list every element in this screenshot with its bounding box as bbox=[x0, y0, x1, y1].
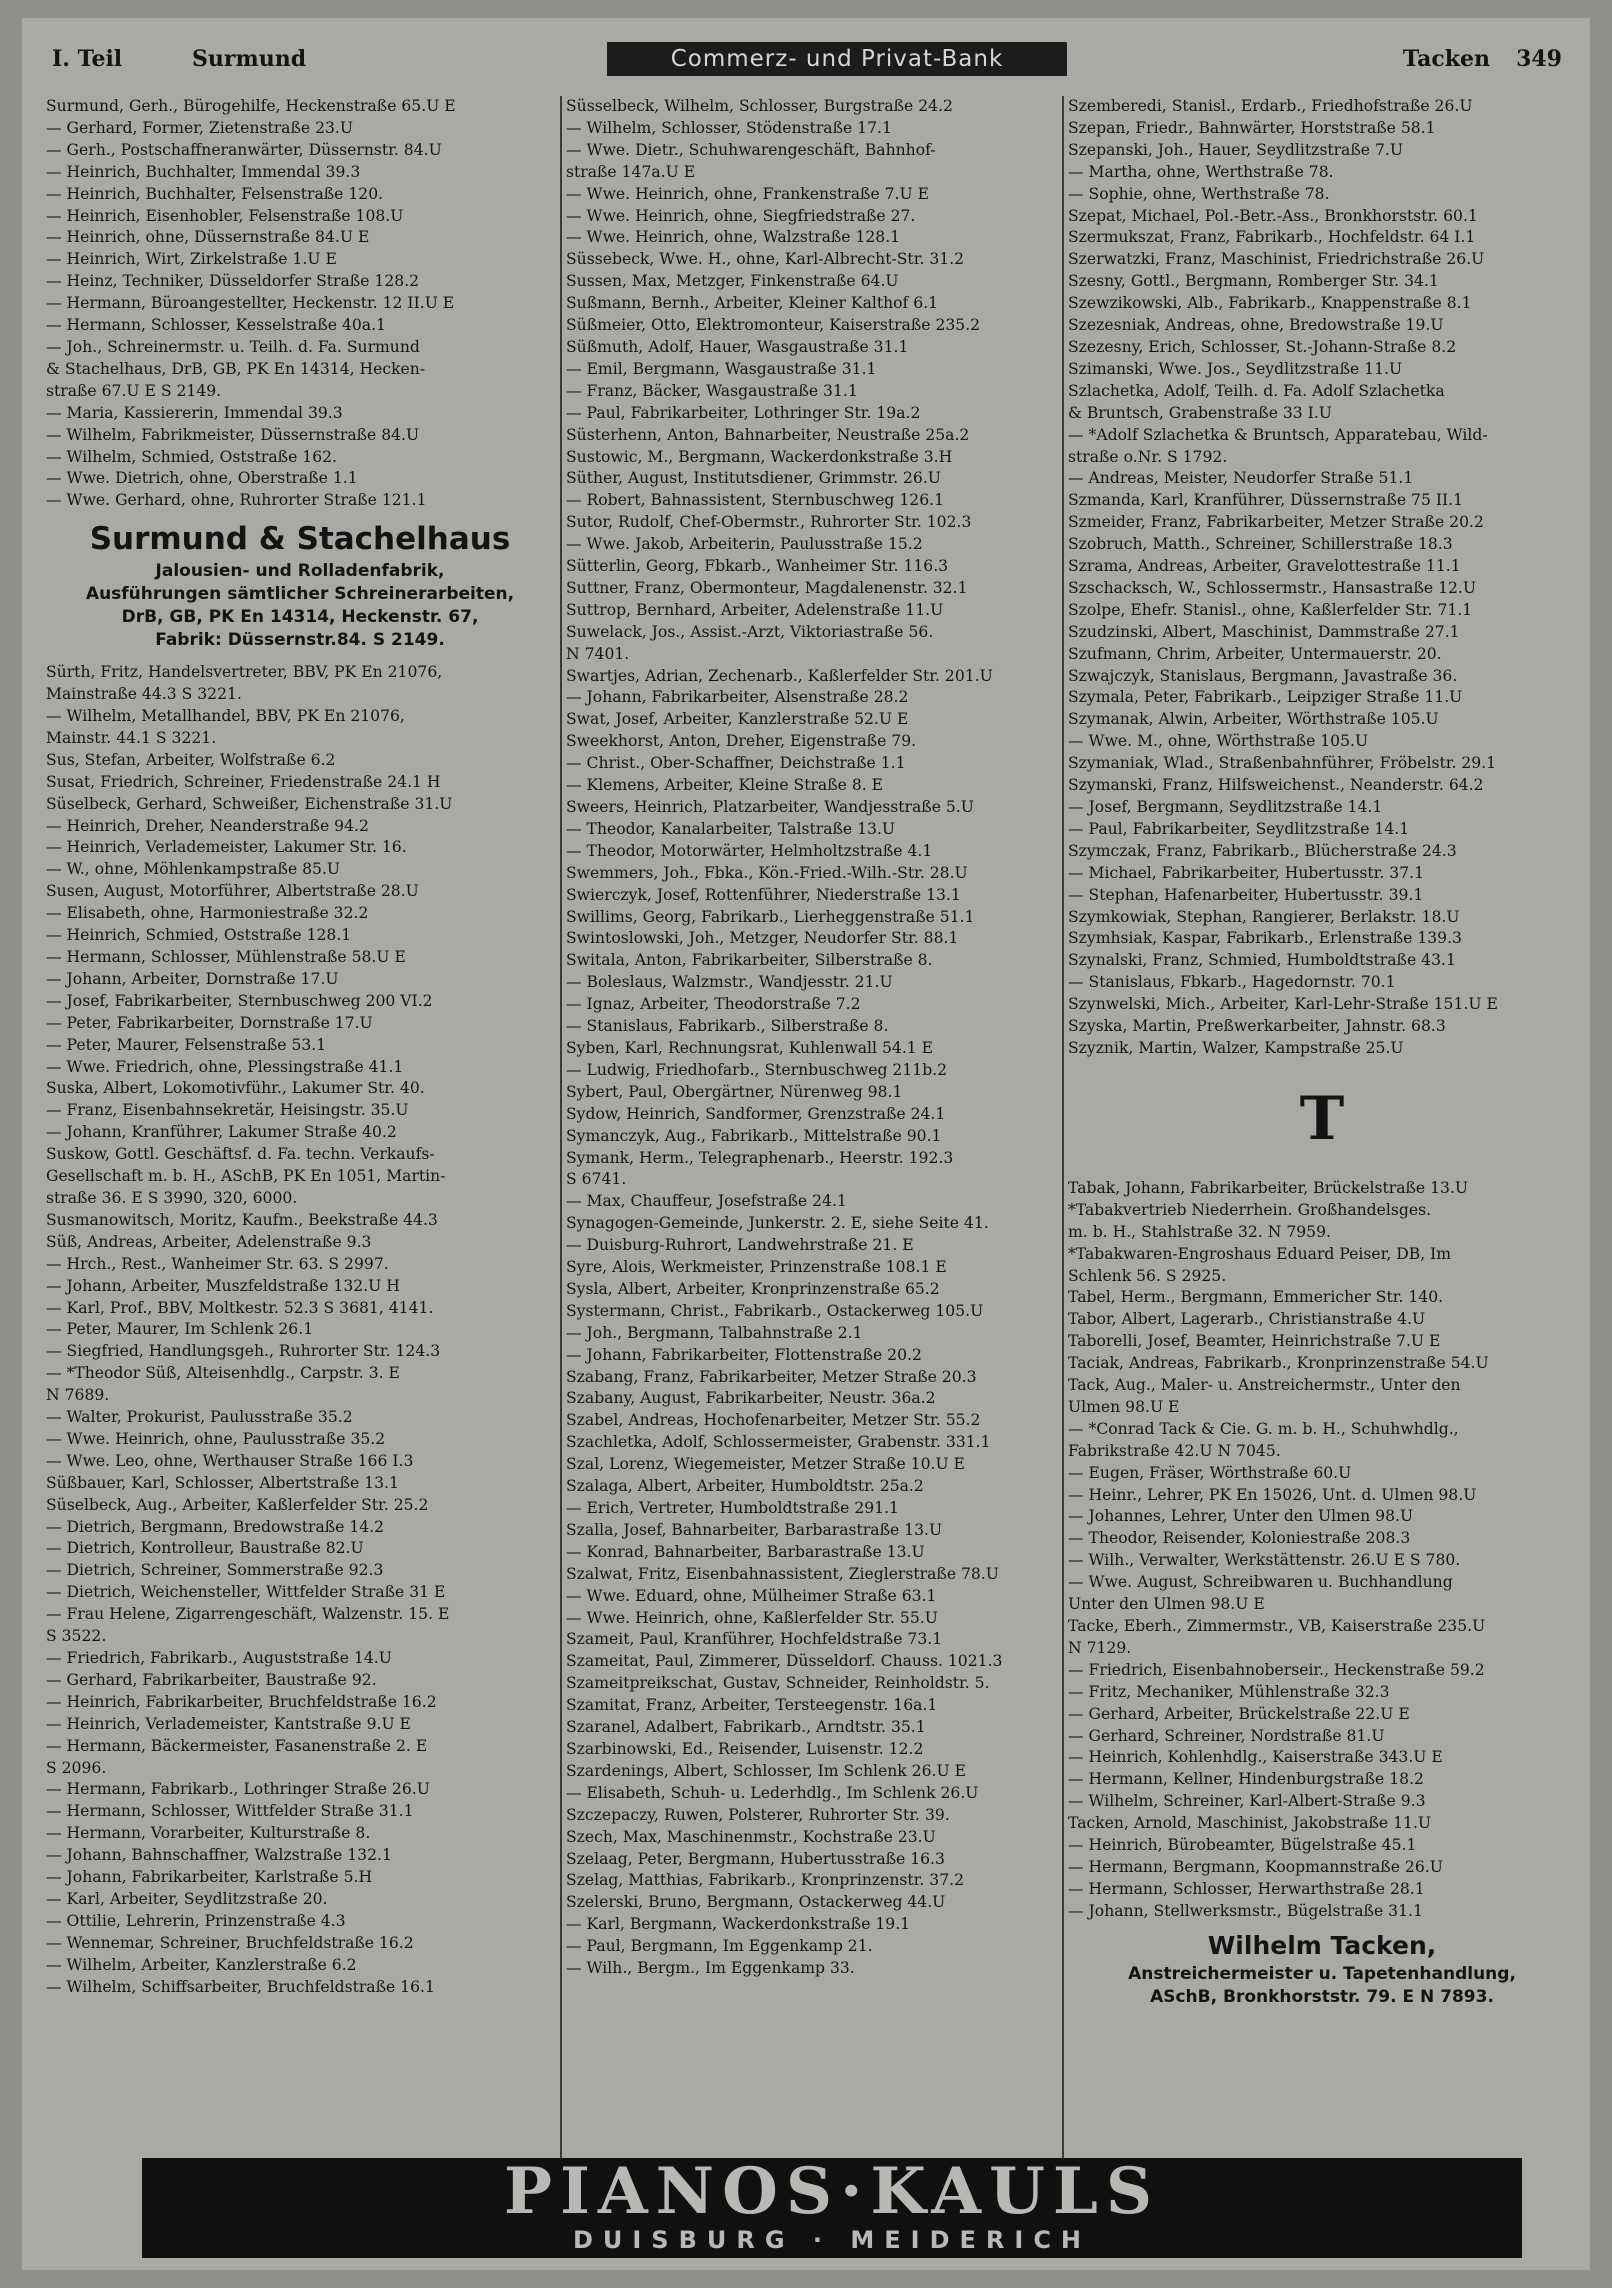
directory-entry: — Heinrich, Fabrikarbeiter, Bruchfeldstraße 16.2 bbox=[46, 1692, 437, 1711]
directory-entry: N 7401. bbox=[566, 644, 630, 663]
directory-entry: Szymkowiak, Stephan, Rangierer, Berlakstr. 18.U bbox=[1068, 907, 1460, 926]
directory-entry: Swat, Josef, Arbeiter, Kanzlerstraße 52.U E bbox=[566, 710, 909, 729]
directory-entry: — Heinrich, Wirt, Zirkelstraße 1.U E bbox=[46, 250, 337, 269]
page-number: 349 bbox=[1516, 46, 1562, 72]
directory-entry: — Paul, Fabrikarbeiter, Seydlitzstraße 14.1 bbox=[1068, 819, 1410, 838]
directory-entry: Suwelack, Jos., Assist.-Arzt, Viktoriastraße 56. bbox=[566, 622, 934, 641]
directory-entry: Sweekhorst, Anton, Dreher, Eigenstraße 79. bbox=[566, 732, 917, 751]
directory-entry: — Hrch., Rest., Wanheimer Str. 63. S 2997. bbox=[46, 1254, 389, 1273]
directory-entry: Szymczak, Franz, Fabrikarb., Blücherstraße 24.3 bbox=[1068, 841, 1457, 860]
directory-entry: Swillims, Georg, Fabrikarb., Lierheggenstraße 51.1 bbox=[566, 907, 975, 926]
directory-entry: S 6741. bbox=[566, 1170, 627, 1189]
directory-entry: — Wilhelm, Schiffsarbeiter, Bruchfeldstraße 16.1 bbox=[46, 1977, 435, 1996]
column-divider bbox=[1062, 96, 1064, 2176]
directory-entry: Szobruch, Matth., Schreiner, Schillerstraße 18.3 bbox=[1068, 535, 1453, 554]
directory-entry: — Heinrich, ohne, Düssernstraße 84.U E bbox=[46, 228, 370, 247]
directory-entry: Szyska, Martin, Preßwerkarbeiter, Jahnstr. 68.3 bbox=[1068, 1017, 1446, 1036]
directory-entry: — Duisburg-Ruhrort, Landwehrstraße 21. E bbox=[566, 1236, 914, 1255]
directory-entry: — Wilh., Bergm., Im Eggenkamp 33. bbox=[566, 1959, 855, 1978]
entry-list bbox=[566, 96, 1062, 1980]
directory-entry: — Theodor, Kanalarbeiter, Talstraße 13.U bbox=[566, 819, 896, 838]
directory-entry: — Peter, Maurer, Im Schlenk 26.1 bbox=[46, 1320, 314, 1339]
directory-entry: Süther, August, Institutsdiener, Grimmstr. 26.U bbox=[566, 469, 941, 488]
directory-entry: Tabak, Johann, Fabrikarbeiter, Brückelstraße 13.U bbox=[1068, 1178, 1469, 1197]
directory-entry: — Hermann, Schlosser, Mühlenstraße 58.U E bbox=[46, 948, 406, 966]
directory-entry: Sustowic, M., Bergmann, Wackerdonkstraße 3.H bbox=[566, 447, 953, 466]
directory-entry: — Wilhelm, Schlosser, Stödenstraße 17.1 bbox=[566, 118, 892, 137]
directory-entry: Szlachetka, Adolf, Teilh. d. Fa. Adolf Szlachetka bbox=[1068, 381, 1445, 400]
directory-entry: Szymhsiak, Kaspar, Fabrikarb., Erlenstraße 139.3 bbox=[1068, 929, 1462, 948]
directory-entry: — Johann, Stellwerksmstr., Bügelstraße 31.1 bbox=[1068, 1901, 1423, 1920]
directory-entry: Süß, Andreas, Arbeiter, Adelenstraße 9.3 bbox=[46, 1232, 372, 1251]
directory-entry: — Wilhelm, Arbeiter, Kanzlerstraße 6.2 bbox=[46, 1955, 357, 1974]
directory-entry: — Hermann, Vorarbeiter, Kulturstraße 8. bbox=[46, 1824, 371, 1843]
directory-entry: Szardenings, Albert, Schlosser, Im Schlenk 26.U E bbox=[566, 1761, 966, 1780]
directory-entry: — Wwe. Heinrich, ohne, Kaßlerfelder Str. 55.U bbox=[566, 1608, 938, 1627]
directory-entry: — Johann, Kranführer, Lakumer Straße 40.2 bbox=[46, 1123, 397, 1142]
directory-entry: Switala, Anton, Fabrikarbeiter, Silberstraße 8. bbox=[566, 951, 933, 970]
directory-entry: — Johann, Arbeiter, Dornstraße 17.U bbox=[46, 969, 339, 988]
directory-entry: — Paul, Fabrikarbeiter, Lothringer Str. 19a.2 bbox=[566, 403, 921, 422]
directory-entry: — Friedrich, Fabrikarb., Auguststraße 14.U bbox=[46, 1649, 392, 1667]
directory-entry: Szynalski, Franz, Schmied, Humboldtstraße 43.1 bbox=[1068, 951, 1456, 970]
directory-entry: — Wilhelm, Metallhandel, BBV, PK En 21076, bbox=[46, 707, 405, 726]
directory-entry: Swierczyk, Josef, Rottenführer, Niederstraße 13.1 bbox=[566, 885, 961, 904]
directory-entry: — Heinrich, Eisenhobler, Felsenstraße 108.U bbox=[46, 206, 404, 225]
directory-entry: Symanczyk, Aug., Fabrikarb., Mittelstraße 90.1 bbox=[566, 1126, 942, 1145]
footer-title: PIANOS·KAULS bbox=[503, 2154, 1161, 2229]
directory-entry: — Heinrich, Buchhalter, Felsenstraße 120. bbox=[46, 184, 384, 203]
directory-entry: — Peter, Maurer, Felsenstraße 53.1 bbox=[46, 1035, 327, 1054]
directory-entry: Szschacksch, W., Schlossermstr., Hansastraße 12.U bbox=[1068, 578, 1477, 597]
directory-entry: Suska, Albert, Lokomotivführ., Lakumer Str. 40. bbox=[46, 1079, 425, 1098]
directory-entry: Süsterhenn, Anton, Bahnarbeiter, Neustraße 25a.2 bbox=[566, 425, 970, 444]
directory-entry: Gesellschaft m. b. H., ASchB, PK En 1051, Martin- bbox=[46, 1167, 446, 1186]
directory-entry: Süselbeck, Gerhard, Schweißer, Eichenstraße 31.U bbox=[46, 794, 453, 813]
directory-entry: Swemmers, Joh., Fbka., Kön.-Fried.-Wilh.-Str. 28.U bbox=[566, 863, 968, 882]
directory-entry: — Karl, Prof., BBV, Moltkestr. 52.3 S 3681, 4141. bbox=[46, 1298, 434, 1317]
directory-entry: Szemberedi, Stanisl., Erdarb., Friedhofstraße 26.U bbox=[1068, 97, 1473, 115]
directory-entry: Szymanski, Franz, Hilfsweichenst., Neanderstr. 64.2 bbox=[1068, 776, 1484, 795]
directory-entry: Tabor, Albert, Lagerarb., Christianstraße 4.U bbox=[1068, 1310, 1426, 1329]
directory-entry: — Heinrich, Bürobeamter, Bügelstraße 45.1 bbox=[1068, 1836, 1417, 1855]
ad-title: Surmund & Stachelhaus bbox=[89, 521, 511, 558]
directory-entry: Szech, Max, Maschinenmstr., Kochstraße 23.U bbox=[566, 1827, 936, 1846]
directory-entry: Sütterlin, Georg, Fbkarb., Wanheimer Str. 116.3 bbox=[566, 557, 949, 576]
directory-entry: — Wwe. Heinrich, ohne, Frankenstraße 7.U E bbox=[566, 184, 929, 203]
directory-entry: — Dietrich, Schreiner, Sommerstraße 92.3 bbox=[46, 1561, 384, 1580]
directory-entry: Sutor, Rudolf, Chef-Obermstr., Ruhrorter Str. 102.3 bbox=[566, 513, 972, 532]
directory-entry: — Elisabeth, ohne, Harmoniestraße 32.2 bbox=[46, 904, 369, 923]
directory-entry: — Heinrich, Verlademeister, Kantstraße 9.U E bbox=[46, 1714, 411, 1733]
directory-entry: — Hermann, Fabrikarb., Lothringer Straße 26.U bbox=[46, 1780, 430, 1799]
directory-entry: Sybert, Paul, Obergärtner, Nürenweg 98.1 bbox=[566, 1082, 903, 1101]
column-1 bbox=[46, 96, 554, 1999]
directory-entry: Mainstr. 44.1 S 3221. bbox=[46, 728, 217, 747]
directory-entry: Swartjes, Adrian, Zechenarb., Kaßlerfelder Str. 201.U bbox=[566, 666, 993, 685]
directory-entry: Tabel, Herm., Bergmann, Emmericher Str. 140. bbox=[1068, 1288, 1444, 1307]
column-2 bbox=[566, 96, 1062, 1980]
ad-line: ASchB, Bronkhorststr. 79. E N 7893. bbox=[1150, 1986, 1494, 2007]
directory-entry: *Tabakwaren-Engroshaus Eduard Peiser, DB, Im bbox=[1068, 1244, 1452, 1263]
right-guide-word: Tacken bbox=[1402, 46, 1490, 72]
directory-entry: — Fritz, Mechaniker, Mühlenstraße 32.3 bbox=[1068, 1682, 1390, 1701]
directory-entry: Szezesny, Erich, Schlosser, St.-Johann-Straße 8.2 bbox=[1068, 337, 1457, 356]
directory-entry: Szaranel, Adalbert, Fabrikarb., Arndtstr. 35.1 bbox=[566, 1718, 926, 1737]
directory-entry: — Eugen, Fräser, Wörthstraße 60.U bbox=[1068, 1463, 1352, 1482]
directory-entry: — Michael, Fabrikarbeiter, Hubertusstr. 37.1 bbox=[1068, 863, 1424, 882]
directory-entry: Süsselbeck, Wilhelm, Schlosser, Burgstraße 24.2 bbox=[566, 97, 953, 115]
directory-entry: Szabany, August, Fabrikarbeiter, Neustr. 36a.2 bbox=[566, 1389, 936, 1408]
directory-entry: — *Adolf Szlachetka & Bruntsch, Apparatebau, Wild- bbox=[1068, 425, 1488, 444]
directory-entry: Systermann, Christ., Fabrikarb., Ostackerweg 105.U bbox=[566, 1301, 984, 1320]
directory-entry: Szepat, Michael, Pol.-Betr.-Ass., Bronkhorststr. 60.1 bbox=[1068, 206, 1478, 225]
directory-entry: Mainstraße 44.3 S 3221. bbox=[46, 685, 242, 704]
directory-entry: — Gerhard, Fabrikarbeiter, Baustraße 92. bbox=[46, 1670, 377, 1689]
directory-entry: Tack, Aug., Maler- u. Anstreichermstr., Unter den bbox=[1068, 1376, 1461, 1395]
directory-entry: — Friedrich, Eisenbahnoberseir., Heckenstraße 59.2 bbox=[1068, 1660, 1485, 1679]
directory-entry: — W., ohne, Möhlenkampstraße 85.U bbox=[46, 860, 341, 879]
directory-entry: Szerwatzki, Franz, Maschinist, Friedrichstraße 26.U bbox=[1068, 250, 1485, 269]
directory-entry: — Walter, Prokurist, Paulusstraße 35.2 bbox=[46, 1408, 353, 1427]
directory-entry: — Stanislaus, Fabrikarb., Silberstraße 8. bbox=[566, 1017, 889, 1036]
directory-entry: — Wwe. Jakob, Arbeiterin, Paulusstraße 15.2 bbox=[566, 535, 923, 554]
directory-entry: — Joh., Schreinermstr. u. Teilh. d. Fa. Surmund bbox=[46, 337, 420, 356]
advertisement-surmund bbox=[46, 518, 554, 652]
directory-entry: Syben, Karl, Rechnungsrat, Kuhlenwall 54.1 E bbox=[566, 1038, 934, 1057]
directory-entry: Ulmen 98.U E bbox=[1068, 1397, 1180, 1416]
entry-list bbox=[46, 662, 554, 1998]
directory-entry: Szameitat, Paul, Zimmerer, Düsseldorf. Chauss. 1021.3 bbox=[566, 1652, 1003, 1671]
directory-entry: — Heinr., Lehrer, PK En 15026, Unt. d. Ulmen 98.U bbox=[1068, 1485, 1477, 1504]
directory-entry: — Theodor, Reisender, Koloniestraße 208.3 bbox=[1068, 1529, 1411, 1548]
directory-entry: Szimanski, Wwe. Jos., Seydlitzstraße 11.U bbox=[1068, 359, 1403, 378]
directory-entry: — Johann, Fabrikarbeiter, Flottenstraße 20.2 bbox=[566, 1345, 922, 1364]
directory-page bbox=[22, 18, 1590, 2270]
bank-banner: Commerz- und Privat-Bank bbox=[607, 42, 1067, 76]
directory-entry: Süßmeier, Otto, Elektromonteur, Kaiserstraße 235.2 bbox=[566, 316, 981, 335]
directory-entry: — Hermann, Schlosser, Herwarthstraße 28.1 bbox=[1068, 1879, 1425, 1898]
directory-entry: — *Conrad Tack & Cie. G. m. b. H., Schuhwhdlg., bbox=[1068, 1419, 1459, 1438]
directory-entry: — Wwe. Eduard, ohne, Mülheimer Straße 63.1 bbox=[566, 1586, 937, 1605]
directory-entry: Szudzinski, Albert, Maschinist, Dammstraße 27.1 bbox=[1068, 622, 1460, 641]
directory-entry: — Christ., Ober-Schaffner, Deichstraße 1.1 bbox=[566, 754, 906, 773]
directory-entry: Susat, Friedrich, Schreiner, Friedenstraße 24.1 H bbox=[46, 772, 441, 791]
directory-entry: — Johann, Arbeiter, Muszfeldstraße 132.U H bbox=[46, 1276, 400, 1295]
directory-entry: Sus, Stefan, Arbeiter, Wolfstraße 6.2 bbox=[46, 750, 336, 769]
directory-entry: — Wwe. Heinrich, ohne, Siegfriedstraße 27. bbox=[566, 206, 916, 225]
directory-entry: — Peter, Fabrikarbeiter, Dornstraße 17.U bbox=[46, 1013, 373, 1032]
directory-entry: Swintoslowski, Joh., Metzger, Neudorfer Str. 88.1 bbox=[566, 929, 959, 948]
directory-entry: — Siegfried, Handlungsgeh., Ruhrorter Str. 124.3 bbox=[46, 1342, 441, 1361]
directory-entry: — Wwe. Friedrich, ohne, Plessingstraße 41.1 bbox=[46, 1057, 404, 1076]
directory-entry: — Franz, Bäcker, Wasgaustraße 31.1 bbox=[566, 381, 858, 400]
directory-entry: — Heinrich, Buchhalter, Immendal 39.3 bbox=[46, 162, 361, 181]
directory-entry: Szabel, Andreas, Hochofenarbeiter, Metzer Str. 55.2 bbox=[566, 1411, 981, 1430]
column-3 bbox=[1068, 96, 1576, 2019]
directory-entry: Szmanda, Karl, Kranführer, Düssernstraße 75 II.1 bbox=[1068, 491, 1464, 510]
advertisement-tacken bbox=[1068, 1929, 1576, 2009]
directory-entry: Szczepaczy, Ruwen, Polsterer, Ruhrorter Str. 39. bbox=[566, 1805, 950, 1824]
directory-entry: Syre, Alois, Werkmeister, Prinzenstraße 108.1 E bbox=[566, 1258, 947, 1277]
directory-entry: — Johann, Fabrikarbeiter, Alsenstraße 28.2 bbox=[566, 688, 909, 707]
directory-entry: — Heinz, Techniker, Düsseldorfer Straße 128.2 bbox=[46, 272, 420, 291]
directory-entry: — Josef, Fabrikarbeiter, Sternbuschweg 200 VI.2 bbox=[46, 991, 433, 1010]
directory-entry: — Johann, Bahnschaffner, Walzstraße 132.1 bbox=[46, 1846, 392, 1865]
directory-entry: Szabang, Franz, Fabrikarbeiter, Metzer Straße 20.3 bbox=[566, 1367, 977, 1386]
directory-entry: Tacken, Arnold, Maschinist, Jakobstraße 11.U bbox=[1068, 1814, 1432, 1833]
directory-entry: — Wwe. Heinrich, ohne, Paulusstraße 35.2 bbox=[46, 1429, 386, 1448]
section-letter: T bbox=[1299, 1083, 1345, 1154]
left-guide-word: Surmund bbox=[192, 46, 307, 72]
directory-entry: — Klemens, Arbeiter, Kleine Straße 8. E bbox=[566, 776, 884, 795]
directory-entry: Szymanak, Alwin, Arbeiter, Wörthstraße 105.U bbox=[1068, 710, 1439, 729]
directory-entry: — Wennemar, Schreiner, Bruchfeldstraße 16.2 bbox=[46, 1933, 414, 1952]
directory-entry: Fabrikstraße 42.U N 7045. bbox=[1068, 1441, 1281, 1460]
directory-entry: — Johannes, Lehrer, Unter den Ulmen 98.U bbox=[1068, 1507, 1414, 1526]
part-label: I. Teil bbox=[52, 46, 123, 72]
directory-entry: Szyznik, Martin, Walzer, Kampstraße 25.U bbox=[1068, 1038, 1404, 1057]
directory-entry: — Dietrich, Bergmann, Bredowstraße 14.2 bbox=[46, 1517, 385, 1536]
directory-entry: — Wwe. Heinrich, ohne, Walzstraße 128.1 bbox=[566, 228, 901, 247]
directory-entry: — Maria, Kassiererin, Immendal 39.3 bbox=[46, 403, 343, 422]
directory-entry: Szelerski, Bruno, Bergmann, Ostackerweg 44.U bbox=[566, 1893, 946, 1912]
directory-entry: Szal, Lorenz, Wiegemeister, Metzer Straße 10.U E bbox=[566, 1455, 965, 1474]
directory-entry: Tacke, Eberh., Zimmermstr., VB, Kaiserstraße 235.U bbox=[1068, 1617, 1486, 1635]
directory-entry: — Konrad, Bahnarbeiter, Barbarastraße 13.U bbox=[566, 1542, 925, 1561]
directory-entry: Szymaniak, Wlad., Straßenbahnführer, Fröbelstr. 29.1 bbox=[1068, 754, 1497, 773]
directory-entry: Szalaga, Albert, Arbeiter, Humboldtstr. 25a.2 bbox=[566, 1477, 924, 1496]
directory-entry: Suttner, Franz, Obermonteur, Magdalenenstr. 32.1 bbox=[566, 578, 968, 597]
directory-entry: Szameit, Paul, Kranführer, Hochfeldstraße 73.1 bbox=[566, 1630, 943, 1649]
directory-entry: Szermukszat, Franz, Fabrikarb., Hochfeldstr. 64 I.1 bbox=[1068, 228, 1476, 247]
directory-entry: Sydow, Heinrich, Sandformer, Grenzstraße 24.1 bbox=[566, 1104, 946, 1123]
directory-entry: — Wwe. Dietrich, ohne, Oberstraße 1.1 bbox=[46, 469, 358, 488]
directory-entry: S 2096. bbox=[46, 1758, 107, 1777]
directory-entry: — Max, Chauffeur, Josefstraße 24.1 bbox=[566, 1192, 847, 1211]
directory-entry: Szrama, Andreas, Arbeiter, Gravelottestraße 11.1 bbox=[1068, 557, 1461, 576]
directory-entry: — Franz, Eisenbahnsekretär, Heisingstr. 35.U bbox=[46, 1101, 409, 1120]
directory-entry: Szwajczyk, Stanislaus, Bergmann, Javastraße 36. bbox=[1068, 666, 1458, 685]
directory-entry: straße o.Nr. S 1792. bbox=[1068, 447, 1228, 466]
directory-entry: Susmanowitsch, Moritz, Kaufm., Beekstraße 44.3 bbox=[46, 1210, 438, 1229]
directory-entry: — Frau Helene, Zigarrengeschäft, Walzenstr. 15. E bbox=[46, 1605, 450, 1624]
directory-entry: — Dietrich, Weichensteller, Wittfelder Straße 31 E bbox=[46, 1583, 446, 1602]
directory-entry: S 3522. bbox=[46, 1627, 107, 1646]
directory-entry: Suskow, Gottl. Geschäftsf. d. Fa. techn. Verkaufs- bbox=[46, 1145, 435, 1164]
directory-entry: Süssebeck, Wwe. H., ohne, Karl-Albrecht-Str. 31.2 bbox=[566, 250, 965, 269]
directory-entry: — Wwe. Dietr., Schuhwarengeschäft, Bahnhof- bbox=[566, 140, 936, 159]
directory-entry: — Paul, Bergmann, Im Eggenkamp 21. bbox=[566, 1937, 873, 1956]
directory-entry: & Bruntsch, Grabenstraße 33 I.U bbox=[1068, 403, 1332, 422]
directory-entry: — Gerhard, Schreiner, Nordstraße 81.U bbox=[1068, 1726, 1385, 1745]
ad-line: Ausführungen sämtlicher Schreinerarbeiten, bbox=[85, 584, 515, 605]
directory-entry: — Stanislaus, Fbkarb., Hagedornstr. 70.1 bbox=[1068, 973, 1396, 992]
directory-entry: Szymala, Peter, Fabrikarb., Leipziger Straße 11.U bbox=[1068, 688, 1463, 707]
directory-entry: — Hermann, Schlosser, Wittfelder Straße 31.1 bbox=[46, 1802, 414, 1821]
directory-entry: Szesny, Gottl., Bergmann, Romberger Str. 34.1 bbox=[1068, 272, 1439, 291]
directory-entry: Szewzikowski, Alb., Fabrikarb., Knappenstraße 8.1 bbox=[1068, 294, 1472, 313]
directory-entry: Süselbeck, Aug., Arbeiter, Kaßlerfelder Str. 25.2 bbox=[46, 1495, 429, 1514]
directory-entry: — Wilh., Verwalter, Werkstättenstr. 26.U E S 780. bbox=[1068, 1551, 1461, 1570]
directory-entry: — Theodor, Motorwärter, Helmholtzstraße 4.1 bbox=[566, 841, 933, 860]
ad-line: Anstreichermeister u. Tapetenhandlung, bbox=[1128, 1963, 1516, 1984]
directory-entry: — Hermann, Bergmann, Koopmannstraße 26.U bbox=[1068, 1857, 1443, 1876]
directory-entry: — Martha, ohne, Werthstraße 78. bbox=[1068, 162, 1334, 181]
directory-entry: Szalwat, Fritz, Eisenbahnassistent, Zieglerstraße 78.U bbox=[566, 1564, 999, 1583]
directory-entry: N 7129. bbox=[1068, 1638, 1132, 1657]
directory-entry: — Heinrich, Kohlenhdlg., Kaiserstraße 343.U E bbox=[1068, 1748, 1443, 1767]
directory-entry: Sweers, Heinrich, Platzarbeiter, Wandjesstraße 5.U bbox=[566, 798, 974, 816]
directory-entry: Szamitat, Franz, Arbeiter, Tersteegenstr. 16a.1 bbox=[566, 1696, 938, 1715]
directory-entry: Szmeider, Franz, Fabrikarbeiter, Metzer Straße 20.2 bbox=[1068, 513, 1484, 532]
directory-entry: — Stephan, Hafenarbeiter, Hubertusstr. 39.1 bbox=[1068, 885, 1424, 904]
directory-entry: — Gerhard, Arbeiter, Brückelstraße 22.U E bbox=[1068, 1704, 1410, 1723]
directory-entry: N 7689. bbox=[46, 1386, 110, 1405]
directory-entry: — Hermann, Bäckermeister, Fasanenstraße 2. E bbox=[46, 1736, 428, 1755]
directory-entry: Synagogen-Gemeinde, Junkerstr. 2. E, siehe Seite 41. bbox=[566, 1214, 989, 1233]
directory-entry: — Wilhelm, Schmied, Oststraße 162. bbox=[46, 447, 337, 466]
directory-entry: straße 147a.U E bbox=[566, 162, 696, 181]
directory-entry: — Gerh., Postschaffneranwärter, Düssernstr. 84.U bbox=[46, 140, 442, 159]
directory-entry: — Robert, Bahnassistent, Sternbuschweg 126.1 bbox=[566, 491, 945, 510]
directory-entry: — Hermann, Schlosser, Kesselstraße 40a.1 bbox=[46, 316, 386, 335]
directory-entry: Szelaag, Peter, Bergmann, Hubertusstraße 16.3 bbox=[566, 1849, 945, 1868]
directory-entry: — Emil, Bergmann, Wasgaustraße 31.1 bbox=[566, 359, 877, 378]
directory-entry: — Wwe. August, Schreibwaren u. Buchhandlung bbox=[1068, 1573, 1453, 1592]
directory-entry: — Johann, Fabrikarbeiter, Karlstraße 5.H bbox=[46, 1868, 373, 1887]
directory-entry: Szolpe, Ehefr. Stanisl., ohne, Kaßlerfelder Str. 71.1 bbox=[1068, 600, 1473, 619]
column-divider bbox=[560, 96, 562, 2176]
directory-entry: straße 67.U E S 2149. bbox=[46, 381, 222, 400]
directory-entry: — Hermann, Büroangestellter, Heckenstr. 12 II.U E bbox=[46, 294, 455, 313]
ad-line: Fabrik: Düssernstr.84. S 2149. bbox=[155, 630, 445, 651]
directory-entry: m. b. H., Stahlstraße 32. N 7959. bbox=[1068, 1222, 1331, 1241]
directory-entry: Szepan, Friedr., Bahnwärter, Horststraße 58.1 bbox=[1068, 118, 1436, 137]
directory-entry: — Dietrich, Kontrolleur, Baustraße 82.U bbox=[46, 1539, 364, 1558]
directory-entry: Schlenk 56. S 2925. bbox=[1068, 1266, 1227, 1285]
directory-entry: Taborelli, Josef, Beamter, Heinrichstraße 7.U E bbox=[1068, 1332, 1441, 1351]
directory-entry: Surmund, Gerh., Bürogehilfe, Heckenstraße 65.U E bbox=[46, 97, 456, 115]
directory-entry: — Joh., Bergmann, Talbahnstraße 2.1 bbox=[566, 1323, 863, 1342]
directory-entry: — Erich, Vertreter, Humboldtstraße 291.1 bbox=[566, 1499, 899, 1517]
directory-entry: Taciak, Andreas, Fabrikarb., Kronprinzenstraße 54.U bbox=[1068, 1354, 1489, 1373]
directory-entry: — Ignaz, Arbeiter, Theodorstraße 7.2 bbox=[566, 995, 861, 1014]
directory-entry: Szalla, Josef, Bahnarbeiter, Barbarastraße 13.U bbox=[566, 1520, 943, 1539]
directory-entry: — *Theodor Süß, Alteisenhdlg., Carpstr. 3. E bbox=[46, 1364, 400, 1383]
directory-entry: Suttrop, Bernhard, Arbeiter, Adelenstraße 11.U bbox=[566, 600, 944, 619]
directory-entry: Süßbauer, Karl, Schlosser, Albertstraße 13.1 bbox=[46, 1473, 399, 1492]
directory-entry: & Stachelhaus, DrB, GB, PK En 14314, Hecken- bbox=[46, 359, 426, 378]
directory-entry: — Wilhelm, Schreiner, Karl-Albert-Straße 9.3 bbox=[1068, 1792, 1426, 1811]
directory-entry: — Hermann, Kellner, Hindenburgstraße 18.2 bbox=[1068, 1770, 1424, 1789]
directory-entry: straße 36. E S 3990, 320, 6000. bbox=[46, 1188, 298, 1207]
directory-entry: Szachletka, Adolf, Schlossermeister, Grabenstr. 331.1 bbox=[566, 1433, 991, 1452]
directory-entry: — Heinrich, Schmied, Oststraße 128.1 bbox=[46, 926, 352, 945]
directory-entry: Sürth, Fritz, Handelsvertreter, BBV, PK En 21076, bbox=[46, 663, 443, 682]
directory-entry: Sysla, Albert, Arbeiter, Kronprinzenstraße 65.2 bbox=[566, 1279, 940, 1298]
directory-entry: — Karl, Arbeiter, Seydlitzstraße 20. bbox=[46, 1889, 328, 1908]
directory-entry: Szezesniak, Andreas, ohne, Bredowstraße 19.U bbox=[1068, 316, 1444, 335]
ad-title: Wilhelm Tacken, bbox=[1207, 1930, 1437, 1960]
directory-entry: Sußmann, Bernh., Arbeiter, Kleiner Kalthof 6.1 bbox=[566, 294, 939, 313]
ad-line: DrB, GB, PK En 14314, Heckenstr. 67, bbox=[121, 607, 479, 628]
directory-entry: Szameitpreikschat, Gustav, Schneider, Reinholdstr. 5. bbox=[566, 1674, 990, 1693]
directory-entry: Unter den Ulmen 98.U E bbox=[1068, 1595, 1265, 1614]
footer-advertisement bbox=[142, 2154, 1522, 2258]
directory-entry: — Ludwig, Friedhofarb., Sternbuschweg 211b.2 bbox=[566, 1060, 948, 1079]
directory-entry: Szynwelski, Mich., Arbeiter, Karl-Lehr-Straße 151.U E bbox=[1068, 995, 1498, 1014]
entry-list bbox=[1068, 96, 1576, 1060]
directory-entry: — Wwe. M., ohne, Wörthstraße 105.U bbox=[1068, 732, 1369, 751]
directory-entry: — Wwe. Leo, ohne, Werthauser Straße 166 I.3 bbox=[46, 1451, 414, 1470]
directory-entry: — Wilhelm, Fabrikmeister, Düssernstraße 84.U bbox=[46, 425, 420, 444]
directory-entry: Szufmann, Chrim, Arbeiter, Untermauerstr. 20. bbox=[1068, 644, 1442, 663]
directory-entry: — Heinrich, Verlademeister, Lakumer Str. 16. bbox=[46, 838, 407, 857]
directory-entry: — Heinrich, Dreher, Neanderstraße 94.2 bbox=[46, 816, 369, 835]
directory-entry: Sussen, Max, Metzger, Finkenstraße 64.U bbox=[566, 272, 899, 291]
ad-line: Jalousien- und Rolladenfabrik, bbox=[155, 561, 445, 582]
directory-entry: Susen, August, Motorführer, Albertstraße 28.U bbox=[46, 882, 419, 901]
directory-entry: — Wwe. Gerhard, ohne, Ruhrorter Straße 121.1 bbox=[46, 491, 427, 510]
directory-entry: Süßmuth, Adolf, Hauer, Wasgaustraße 31.1 bbox=[566, 337, 909, 356]
directory-entry: Szelag, Matthias, Fabrikarb., Kronprinzenstr. 37.2 bbox=[566, 1871, 965, 1890]
directory-entry: — Andreas, Meister, Neudorfer Straße 51.1 bbox=[1068, 469, 1414, 488]
entry-list bbox=[46, 96, 554, 512]
directory-entry: Szarbinowski, Ed., Reisender, Luisenstr. 12.2 bbox=[566, 1739, 924, 1758]
directory-entry: Symank, Herm., Telegraphenarb., Heerstr. 192.3 bbox=[566, 1148, 954, 1167]
directory-entry: Szepanski, Joh., Hauer, Seydlitzstraße 7.U bbox=[1068, 140, 1403, 159]
directory-entry: — Elisabeth, Schuh- u. Lederhdlg., Im Schlenk 26.U bbox=[566, 1783, 979, 1802]
directory-entry: — Karl, Bergmann, Wackerdonkstraße 19.1 bbox=[566, 1915, 911, 1934]
entry-list bbox=[1068, 1178, 1576, 1923]
directory-entry: — Josef, Bergmann, Seydlitzstraße 14.1 bbox=[1068, 798, 1383, 816]
directory-entry: — Sophie, ohne, Werthstraße 78. bbox=[1068, 184, 1330, 203]
directory-entry: — Ottilie, Lehrerin, Prinzenstraße 4.3 bbox=[46, 1911, 346, 1930]
directory-entry: — Boleslaus, Walzmstr., Wandjesstr. 21.U bbox=[566, 973, 893, 992]
directory-entry: *Tabakvertrieb Niederrhein. Großhandelsges. bbox=[1068, 1200, 1432, 1219]
page-header bbox=[42, 40, 1570, 90]
footer-city: DUISBURG · MEIDERICH bbox=[572, 2226, 1092, 2254]
directory-entry: — Gerhard, Former, Zietenstraße 23.U bbox=[46, 118, 354, 137]
